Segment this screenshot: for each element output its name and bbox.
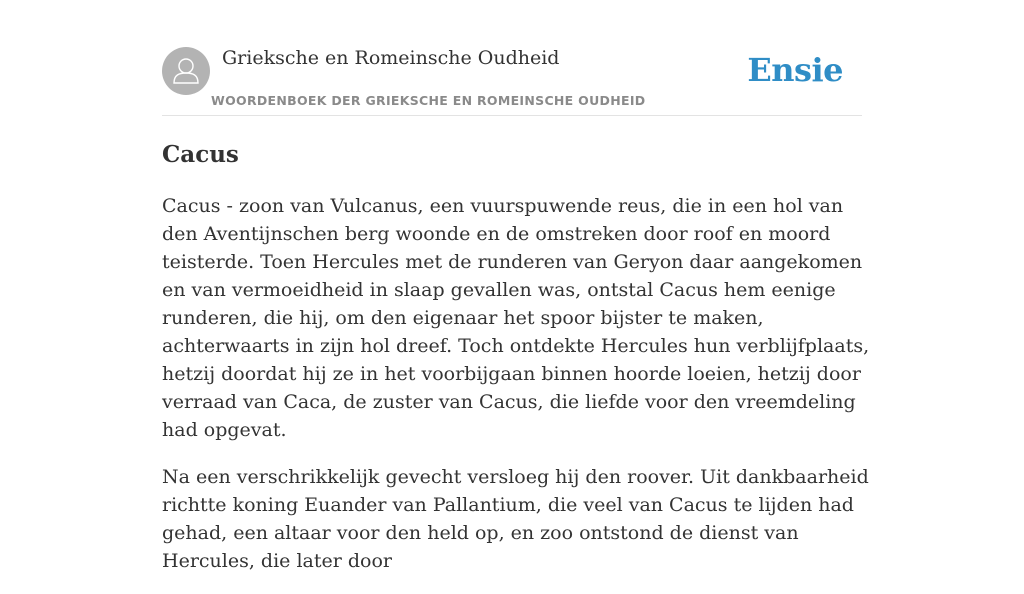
entry-body xyxy=(162,192,874,594)
source-header xyxy=(162,0,862,116)
page xyxy=(162,0,870,572)
source-title-link[interactable]: Grieksche en Romeinsche Oudheid xyxy=(222,47,560,69)
user-silhouette-icon xyxy=(162,47,210,95)
source-avatar[interactable] xyxy=(162,47,210,95)
entry-paragraph: Na een verschrikkelijk gevecht versloeg hij den roover. Uit dankbaarheid richtte koning Euander van Pallantium, die veel van Cacus te lijden had gehad, een altaar voor den held op, en zoo ontstond de dienst van Hercules, die later door xyxy=(162,466,869,572)
entry-paragraph: Cacus - zoon van Vulcanus, een vuurspuwende reus, die in een hol van den Aventijnschen berg woonde en de omstreken door roof en moord teisterde. Toen Hercules met de runderen van Geryon daar aangekomen en van vermoeidheid in slaap gevallen was, ontstal Cacus hem eenige runderen, die hij, om den eigenaar het spoor bijster te maken, achterwaarts in zijn hol dreef. Toch ontdekte Hercules hun verblijfplaats, hetzij doordat hij ze in het voorbijgaan binnen hoorde loeien, hetzij door verraad van Caca, de zuster van Cacus, die liefde voor den vreemdeling had opgevat. xyxy=(162,195,870,441)
source-subtitle: WOORDENBOEK DER GRIEKSCHE EN ROMEINSCHE OUDHEID xyxy=(211,93,646,108)
ensie-logo[interactable]: Ensie xyxy=(747,51,843,89)
entry-title: Cacus xyxy=(162,141,239,168)
